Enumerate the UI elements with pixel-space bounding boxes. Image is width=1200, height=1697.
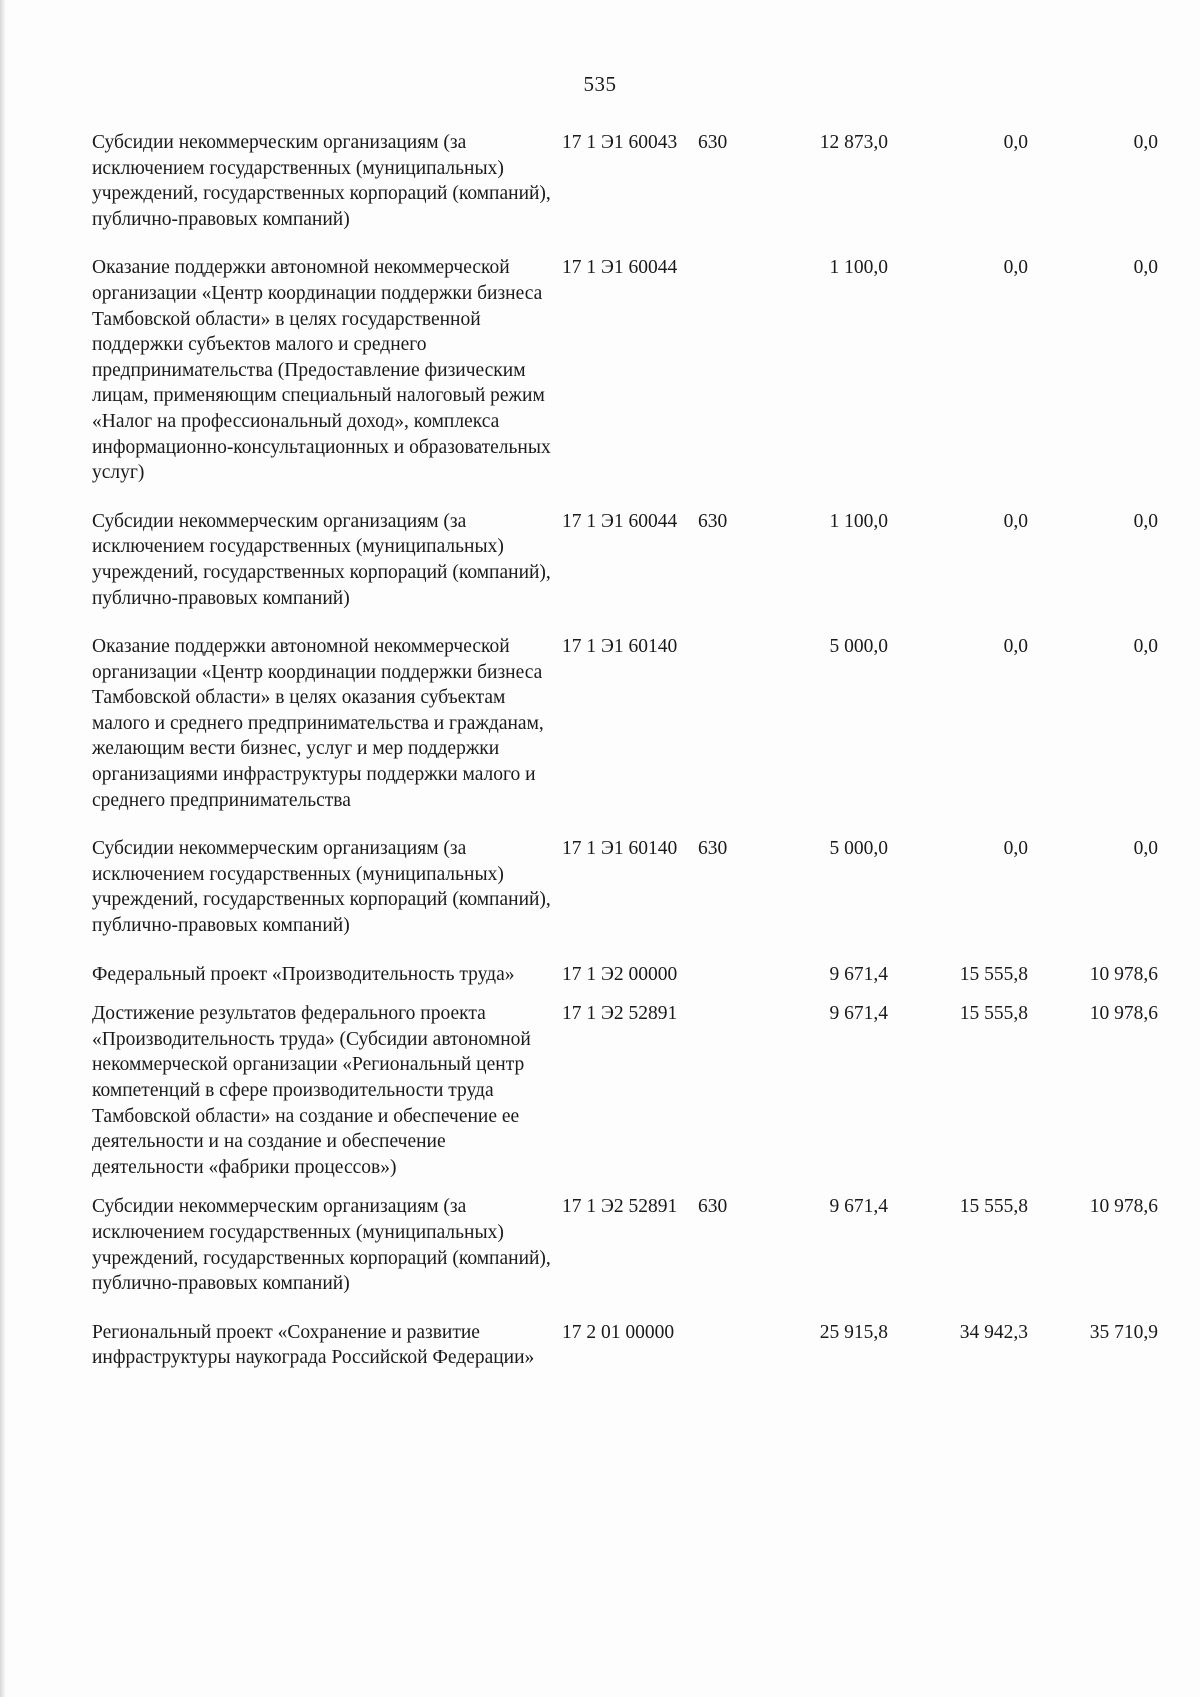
row-name: Достижение результатов федерального проекта «Производительность труда» (Субсидии автономной некоммерческой организации «Региональный центр компетенций в сфере производительности труда Тамбовской области» на создание и обеспечение ее деятельности и на создание и обеспечение деятельности «фабрики процессов»): [92, 1003, 531, 1178]
row-code: 17 1 Э1 60044: [562, 257, 678, 279]
row-value-1: 9 671,4: [829, 1196, 888, 1218]
row-value-1: 5 000,0: [829, 636, 888, 658]
table-row: [92, 130, 1172, 232]
row-value-2: 0,0: [1003, 636, 1028, 658]
row-name: Федеральный проект «Производительность труда»: [92, 963, 515, 985]
row-value-3: 0,0: [1133, 838, 1158, 860]
row-value-3: 0,0: [1133, 510, 1158, 532]
row-value-3: 0,0: [1133, 132, 1158, 153]
row-code: 17 2 01 00000: [562, 1321, 675, 1343]
row-value-1: 25 915,8: [819, 1321, 888, 1343]
row-value-1: 9 671,4: [829, 963, 888, 985]
row-value-2: 0,0: [1003, 838, 1028, 860]
row-value-2: 15 555,8: [959, 963, 1028, 985]
table-row: [92, 962, 1172, 988]
row-code: 17 1 Э1 60044: [562, 510, 678, 532]
table-row: [92, 836, 1172, 938]
row-value-3: 10 978,6: [1089, 963, 1158, 985]
table-row: [92, 1001, 1172, 1180]
row-code: 17 1 Э1 60140: [562, 838, 678, 860]
row-value-2: 0,0: [1003, 510, 1028, 532]
row-expense-type: 630: [698, 510, 728, 532]
row-name: Оказание поддержки автономной некоммерческой организации «Центр координации поддержки бизнеса Тамбовской области» в целях государственной поддержки субъектов малого и среднего предпринимательства (Предоставление физическим лицам, применяющим специальный налоговый режим «Налог на профессиональный доход», комплекса информационно-консультационных и образовательных услуг): [92, 257, 551, 484]
row-value-3: 10 978,6: [1089, 1003, 1158, 1025]
row-code: 17 1 Э1 60140: [562, 636, 678, 658]
row-value-2: 0,0: [1003, 257, 1028, 279]
row-value-1: 9 671,4: [829, 1003, 888, 1025]
row-value-2: 0,0: [1003, 132, 1028, 153]
row-value-1: 5 000,0: [829, 838, 888, 860]
table-row: [92, 255, 1172, 485]
row-code: 17 1 Э2 52891: [562, 1003, 678, 1025]
row-code: 17 1 Э2 52891: [562, 1196, 678, 1218]
table-row: [92, 509, 1172, 611]
row-value-3: 35 710,9: [1089, 1321, 1158, 1343]
page-number: 535: [583, 72, 617, 96]
row-value-1: 1 100,0: [829, 510, 888, 532]
row-expense-type: 630: [698, 1196, 728, 1218]
row-value-3: 0,0: [1133, 257, 1158, 279]
row-value-3: 0,0: [1133, 636, 1158, 658]
row-code: 17 1 Э1 60043: [562, 132, 678, 153]
row-name: Субсидии некоммерческим организациям (за исключением государственных (муниципальных) учреждений, государственных корпораций (компаний), публично-правовых компаний): [92, 838, 551, 937]
row-value-2: 34 942,3: [959, 1321, 1028, 1343]
budget-table: [92, 130, 1172, 1371]
row-value-1: 12 873,0: [819, 132, 888, 153]
table-row: [92, 634, 1172, 813]
row-value-2: 15 555,8: [959, 1196, 1028, 1218]
row-expense-type: 630: [698, 838, 728, 860]
scan-edge-shadow: [0, 0, 6, 1697]
row-name: Региональный проект «Сохранение и развитие инфраструктуры наукограда Российской Федерации»: [92, 1321, 535, 1369]
table-row: [92, 1194, 1172, 1296]
row-name: Субсидии некоммерческим организациям (за исключением государственных (муниципальных) учреждений, государственных корпораций (компаний), публично-правовых компаний): [92, 510, 551, 609]
row-name: Оказание поддержки автономной некоммерческой организации «Центр координации поддержки бизнеса Тамбовской области» в целях оказания субъектам малого и среднего предпринимательства и гражданам, желающим вести бизнес, услуг и мер поддержки организациями инфраструктуры поддержки малого и среднего предпринимательства: [92, 636, 544, 811]
row-value-1: 1 100,0: [829, 257, 888, 279]
row-code: 17 1 Э2 00000: [562, 963, 678, 985]
row-name: Субсидии некоммерческим организациям (за исключением государственных (муниципальных) учреждений, государственных корпораций (компаний), публично-правовых компаний): [92, 1196, 551, 1295]
row-name: Субсидии некоммерческим организациям (за исключением государственных (муниципальных) учреждений, государственных корпораций (компаний), публично-правовых компаний): [92, 132, 551, 230]
row-value-2: 15 555,8: [959, 1003, 1028, 1025]
row-value-3: 10 978,6: [1089, 1196, 1158, 1218]
row-expense-type: 630: [698, 132, 728, 153]
table-row: [92, 1320, 1172, 1371]
